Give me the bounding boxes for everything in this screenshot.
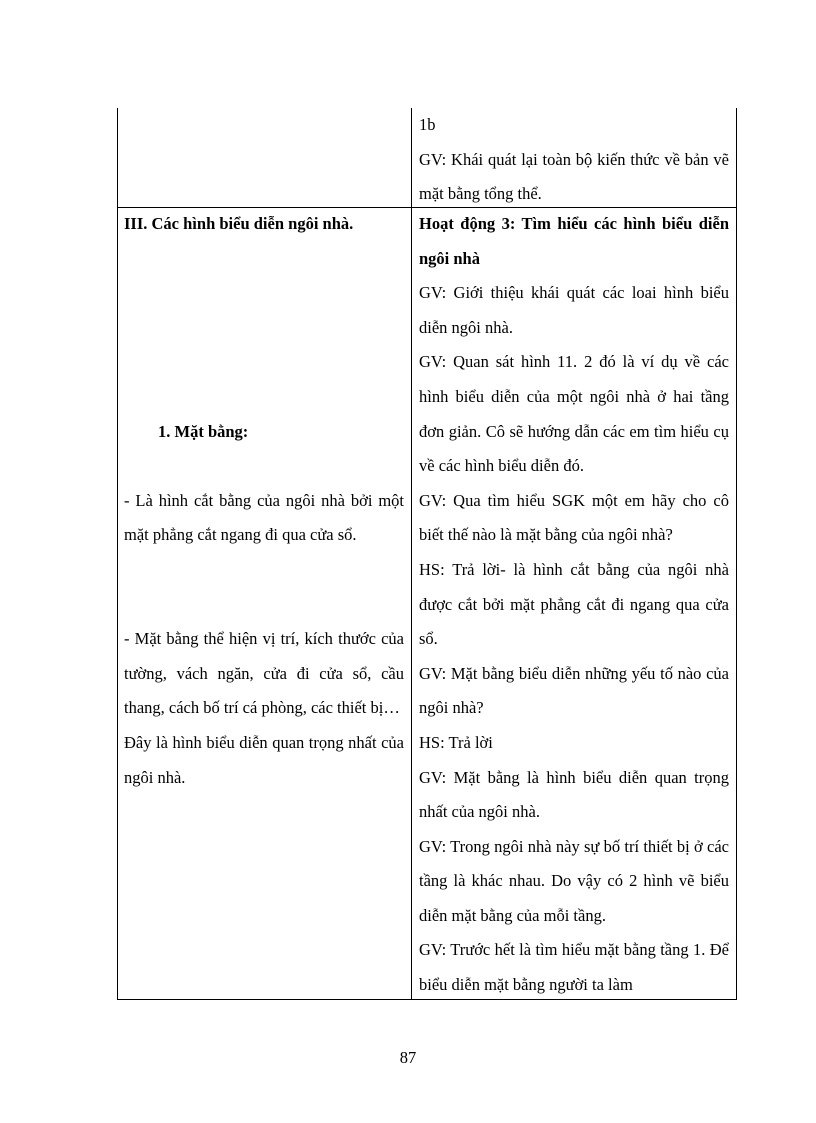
right-paragraph-9: GV: Trước hết là tìm hiểu mặt bằng tầng 1. Để biểu diễn mặt bằng người ta làm	[419, 940, 729, 995]
left-paragraph-3: Đây là hình biểu diễn quan trọng nhất của ngôi nhà.	[124, 732, 404, 787]
left-paragraph-1: - Là hình cắt bằng của ngôi nhà bởi một mặt phẳng cắt ngang đi qua cửa sổ.	[124, 490, 404, 545]
right-paragraph-5: GV: Mặt bằng biểu diễn những yếu tố nào của ngôi nhà?	[419, 663, 729, 718]
lesson-table	[117, 108, 737, 1000]
table-border-right	[736, 108, 737, 1000]
right-paragraph-2: GV: Quan sát hình 11. 2 đó là ví dụ về các hình biểu diễn của một ngôi nhà ở hai tầng đơn giản. Cô sẽ hướng dẫn các em tìm hiểu cụ về các hình biểu diễn đó.	[419, 352, 729, 476]
subsection-title: 1. Mặt bằng:	[158, 421, 249, 441]
right-paragraph-1: GV: Giới thiệu khái quát các loai hình biểu diễn ngôi nhà.	[419, 283, 729, 337]
right-paragraph-4: HS: Trả lời- là hình cắt bằng của ngôi nhà được cắt bởi mặt phẳng cắt đi ngang qua cửa sổ.	[419, 559, 729, 649]
right-paragraph-3: GV: Qua tìm hiểu SGK một em hãy cho cô biết thế nào là mặt bằng của ngôi nhà?	[419, 490, 729, 545]
row1-right-summary: GV: Khái quát lại toàn bộ kiến thức về bản vẽ mặt bằng tổng thể.	[419, 149, 729, 204]
page-number: 87	[399, 1048, 417, 1067]
table-border-left	[117, 108, 118, 1000]
activity-title: Hoạt động 3: Tìm hiểu các hình biểu diễn ngôi nhà	[419, 214, 729, 268]
table-column-divider	[411, 108, 412, 1000]
left-paragraph-2: - Mặt bằng thể hiện vị trí, kích thước của tường, vách ngăn, cửa đi cửa sổ, cầu thang, cách bố trí cá phòng, các thiết bị…	[124, 629, 404, 718]
right-paragraph-7: GV: Mặt bằng là hình biểu diễn quan trọng nhất của ngôi nhà.	[419, 767, 729, 822]
row1-right-cell	[419, 108, 729, 212]
row2-left-cell	[124, 207, 404, 795]
right-paragraph-6: HS: Trả lời	[419, 732, 493, 752]
row1-right-line-1b: 1b	[419, 115, 436, 134]
row2-right-cell	[419, 207, 729, 1003]
right-paragraph-8: GV: Trong ngôi nhà này sự bố trí thiết bị ở các tầng là khác nhau. Do vậy có 2 hình vẽ biểu diễn mặt bằng của mỗi tầng.	[419, 836, 729, 925]
section-title: III. Các hình biểu diễn ngôi nhà.	[124, 214, 354, 233]
